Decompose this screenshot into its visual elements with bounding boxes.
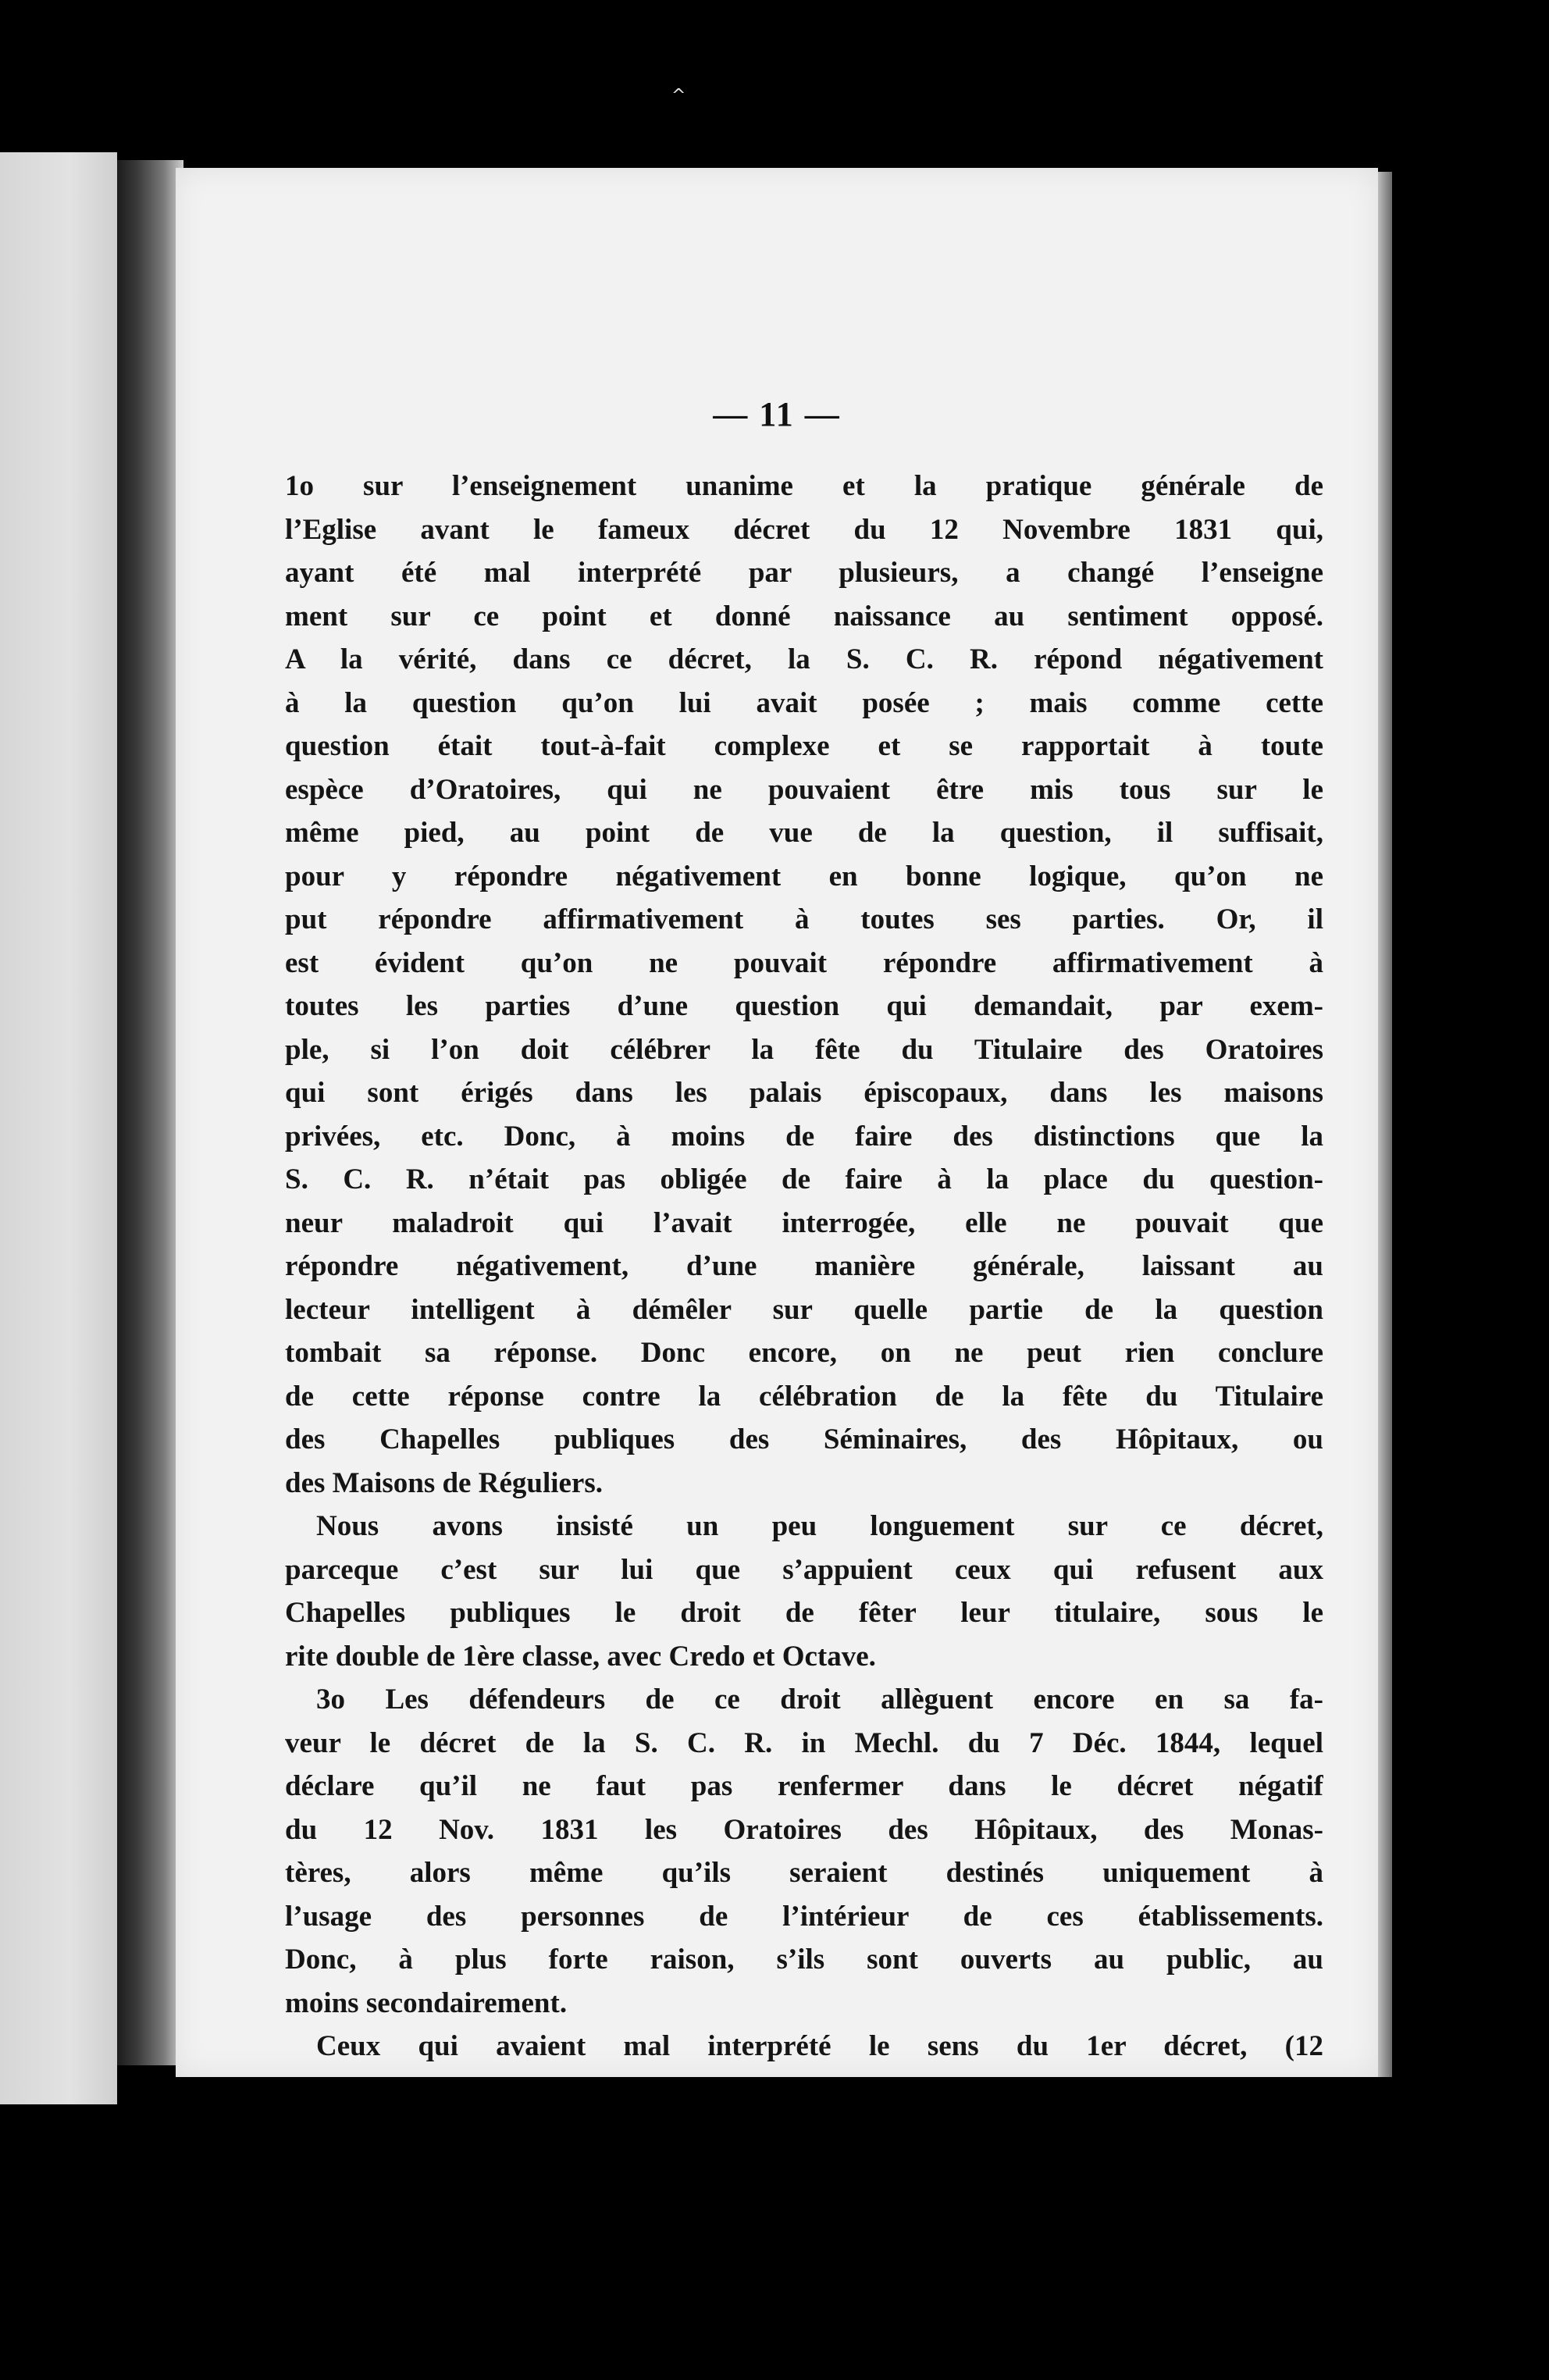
text-line: répondre négativement, d’une manière générale, laissant au (285, 1250, 1323, 1282)
text-line: tères, alors même qu’ils seraient destinés uniquement à (285, 1857, 1323, 1889)
text-line: des Maisons de Réguliers. (285, 1466, 603, 1499)
text-line: 1o sur l’enseignement unanime et la pratique générale de (285, 470, 1323, 502)
text-line: veur le décret de la S. C. R. in Mechl. du 7 Déc. 1844, lequel (285, 1726, 1323, 1759)
text-line: privées, etc. Donc, à moins de faire des distinctions que la (285, 1120, 1323, 1153)
text-line: espèce d’Oratoires, qui ne pouvaient être mis tous sur le (285, 773, 1323, 806)
text-line: neur maladroit qui l’avait interrogée, elle ne pouvait que (285, 1206, 1323, 1239)
text-line: ment sur ce point et donné naissance au sentiment opposé. (285, 600, 1323, 632)
text-line: put répondre affirmativement à toutes ses parties. Or, il (285, 903, 1323, 935)
page-right-edge (1378, 172, 1392, 2077)
text-line: ayant été mal interprété par plusieurs, a changé l’enseigne (285, 557, 1323, 589)
text-line: parceque c’est sur lui que s’appuient ceux qui refusent aux (285, 1553, 1323, 1586)
text-line: qui sont érigés dans les palais épiscopaux, dans les maisons (285, 1077, 1323, 1109)
text-line: Donc, à plus forte raison, s’ils sont ouverts au public, au (285, 1944, 1323, 1976)
page-number: — 11 — (713, 395, 841, 433)
text-line: rite double de 1ère classe, avec Credo et Octave. (285, 1640, 876, 1673)
text-line: même pied, au point de vue de la question, il suffisait, (285, 817, 1323, 849)
text-line: S. C. R. n’était pas obligée de faire à la place du question- (285, 1163, 1323, 1195)
text-line: des Chapelles publiques des Séminaires, des Hôpitaux, ou (285, 1423, 1323, 1455)
text-line: l’usage des personnes de l’intérieur de ces établissements. (285, 1900, 1323, 1933)
book-page (176, 168, 1378, 2077)
text-line: Nous avons insisté un peu longuement sur ce décret, (316, 1510, 1323, 1542)
text-line: tombait sa réponse. Donc encore, on ne peut rien conclure (285, 1337, 1323, 1369)
text-line: question était tout-à-fait complexe et se rapportait à toute (285, 730, 1323, 762)
scan-speck: ^ (671, 86, 686, 105)
text-line: à la question qu’on lui avait posée ; mais comme cette (285, 686, 1323, 719)
text-line: ple, si l’on doit célébrer la fête du Titulaire des Oratoires (285, 1033, 1323, 1066)
text-line: toutes les parties d’une question qui demandait, par exem- (285, 990, 1323, 1022)
text-line: de cette réponse contre la célébration de la fête du Titulaire (285, 1380, 1323, 1413)
text-line: pour y répondre négativement en bonne logique, qu’on ne (285, 860, 1323, 892)
text-line: déclare qu’il ne faut pas renfermer dans le décret négatif (285, 1770, 1323, 1802)
text-line: du 12 Nov. 1831 les Oratoires des Hôpitaux, des Monas- (285, 1813, 1323, 1846)
text-line: l’Eglise avant le fameux décret du 12 Novembre 1831 qui, (285, 513, 1323, 546)
body-text (285, 465, 1323, 2068)
text-line: 3o Les défendeurs de ce droit allèguent encore en sa fa- (316, 1683, 1323, 1716)
text-line: est évident qu’on ne pouvait répondre affirmativement à (285, 946, 1323, 979)
book-gutter-shadow (117, 160, 183, 2065)
text-line: moins secondairement. (285, 1986, 568, 2019)
text-line: Chapelles publiques le droit de fêter leur titulaire, sous le (285, 1597, 1323, 1629)
text-line: A la vérité, dans ce décret, la S. C. R. répond négativement (285, 643, 1323, 675)
text-line: Ceux qui avaient mal interprété le sens du 1er décret, (12 (316, 2030, 1323, 2062)
facing-page-edge (0, 152, 117, 2104)
text-line: lecteur intelligent à démêler sur quelle partie de la question (285, 1293, 1323, 1326)
